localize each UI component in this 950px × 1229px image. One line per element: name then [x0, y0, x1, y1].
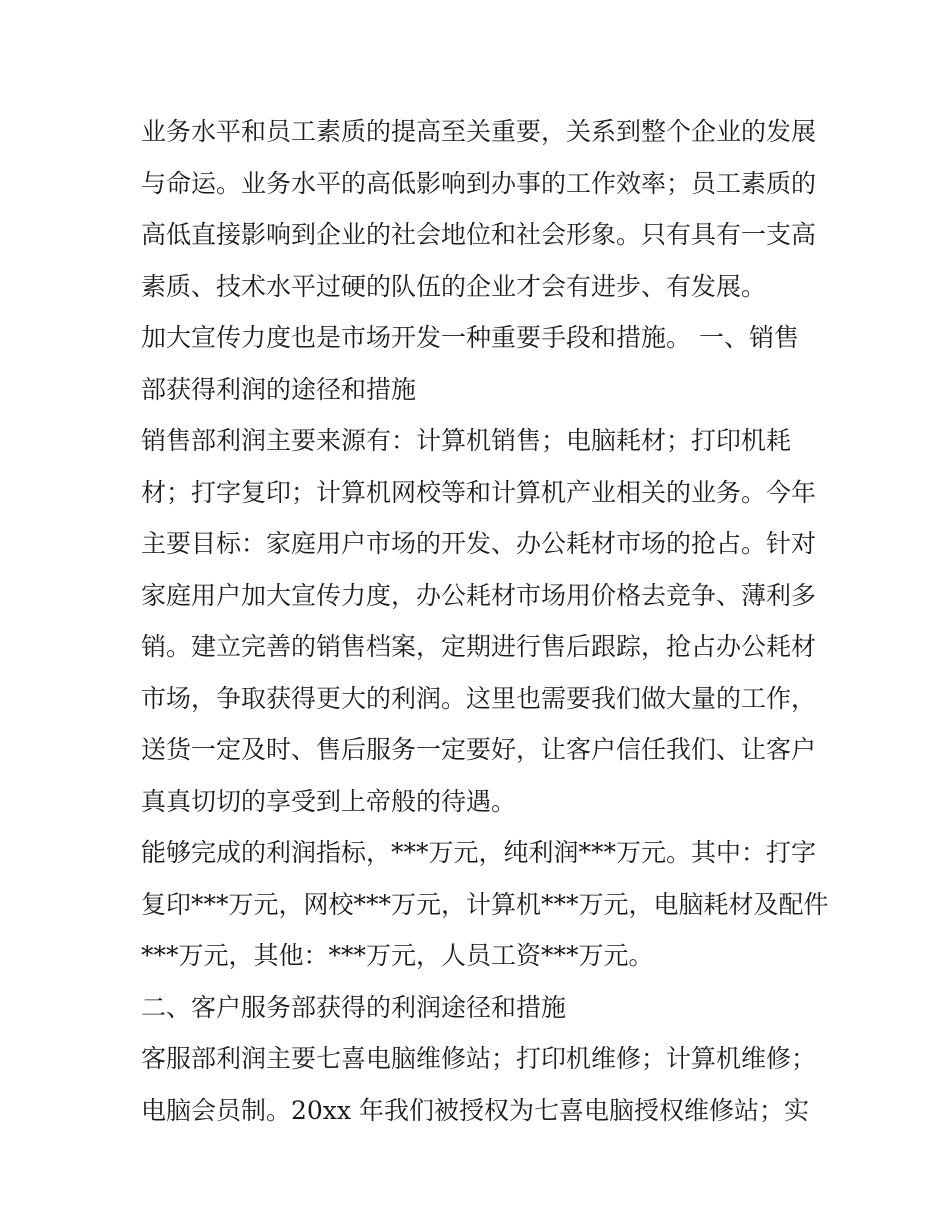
text-line: 市场，争取获得更大的利润。这里也需要我们做大量的工作， [141, 683, 817, 713]
text-line: 销售部利润主要来源有：计算机销售；电脑耗材；打印机耗 [141, 426, 792, 455]
text-line: 与命运。业务水平的高低影响到办事的工作效率；员工素质的 [141, 168, 817, 198]
text-line: 客服部利润主要七喜电脑维修站；打印机维修；计算机维修； [141, 1044, 817, 1073]
paragraph-service-profit [141, 1033, 821, 1136]
section-heading-customer-service [141, 982, 821, 1034]
text-line: 素质、技术水平过硬的队伍的企业才会有进步、有发展。 [141, 271, 767, 301]
text-line: ***万元，其他：***万元，人员工资***万元。 [141, 941, 654, 970]
text-line: 高低直接影响到企业的社会地位和社会形象。只有具有一支高 [141, 220, 817, 249]
text-line: 部获得利润的途径和措施 [141, 374, 417, 404]
text-line: 能够完成的利润指标，***万元，纯利润***万元。其中：打字 [141, 838, 817, 867]
text-line: 主要目标：家庭用户市场的开发、办公耗材市场的抢占。针对 [141, 529, 817, 558]
paragraph-sales-profit-sources [141, 415, 821, 827]
text-line: 二、客户服务部获得的利润途径和措施 [141, 992, 567, 1022]
paragraph-profit-targets [141, 827, 829, 982]
paragraph-publicity [141, 312, 821, 415]
text-line: 业务水平和员工素质的提高至关重要，关系到整个企业的发展 [141, 117, 817, 146]
text-line: 电脑会员制。20xx 年我们被授权为七喜电脑授权维修站；实 [141, 1095, 809, 1125]
text-line: 材；打字复印；计算机网校等和计算机产业相关的业务。今年 [141, 477, 817, 507]
text-line: 销。建立完善的销售档案，定期进行售后跟踪，抢占办公耗材 [141, 632, 817, 661]
paragraph-staff-quality [141, 106, 821, 312]
text-line: 复印***万元，网校***万元，计算机***万元，电脑耗材及配件 [141, 889, 829, 919]
text-line: 送货一定及时、售后服务一定要好，让客户信任我们、让客户 [141, 735, 817, 764]
document-body [141, 106, 829, 1136]
text-line: 家庭用户加大宣传力度，办公耗材市场用价格去竞争、薄利多 [141, 580, 817, 610]
text-line: 真真切切的享受到上帝般的待遇。 [141, 786, 517, 816]
text-line: 加大宣传力度也是市场开发一种重要手段和措施。 一、销售 [141, 323, 799, 352]
